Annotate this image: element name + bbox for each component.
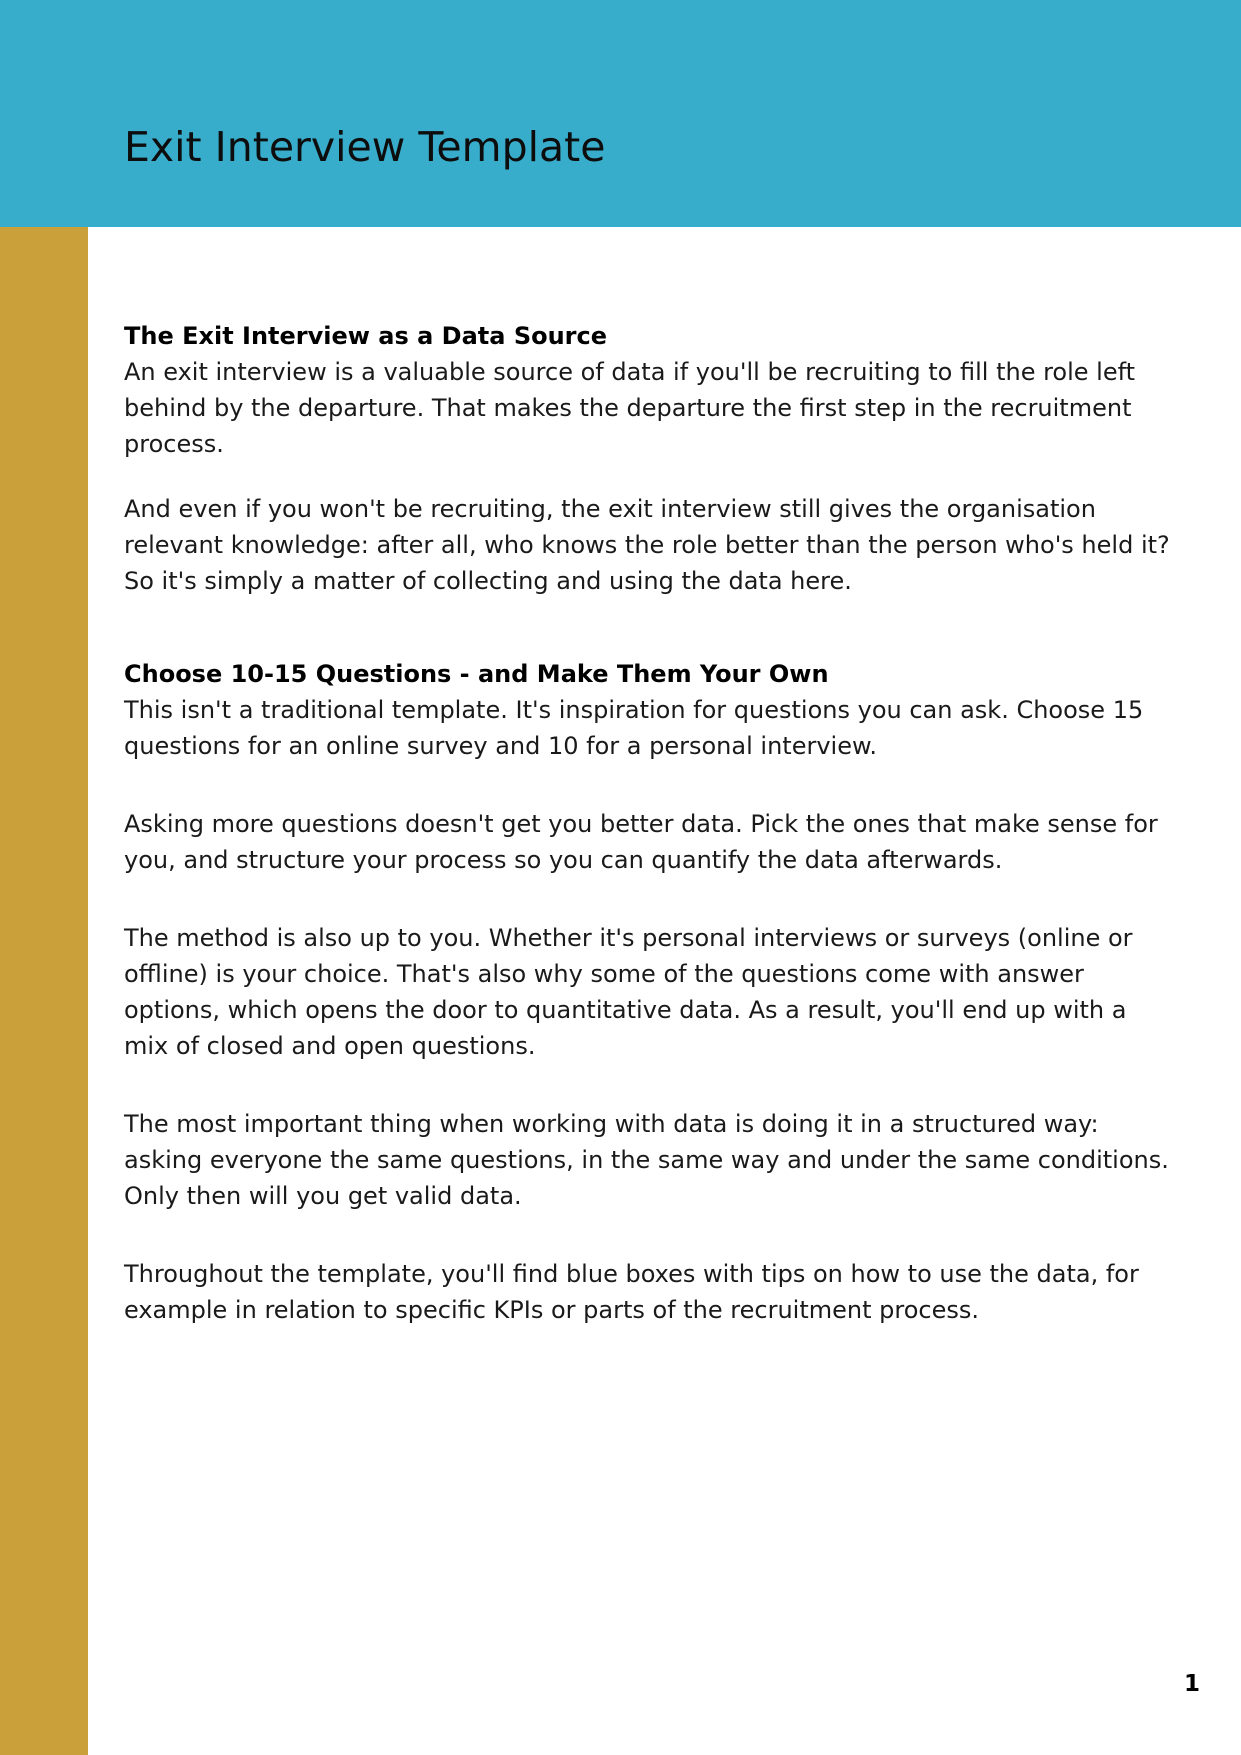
paragraph: This isn't a traditional template. It's inspiration for questions you can ask. Choose 15 questions for an online survey and 10 for a personal interview. <box>124 696 1144 760</box>
side-accent-band <box>0 227 88 1755</box>
document-body <box>124 318 1174 1328</box>
paragraph: Asking more questions doesn't get you better data. Pick the ones that make sense for you, and structure your process so you can quantify the data afterwards. <box>124 810 1158 874</box>
header-band <box>0 0 1241 227</box>
page-title: Exit Interview Template <box>124 123 606 171</box>
paragraph: The method is also up to you. Whether it's personal interviews or surveys (online or offline) is your choice. That's also why some of the questions come with answer options, which opens the door to quantitative data. As a result, you'll end up with a mix of closed and open questions. <box>124 924 1133 1060</box>
paragraph: An exit interview is a valuable source of data if you'll be recruiting to fill the role left behind by the departure. That makes the departure the first step in the recruitment process. <box>124 358 1136 458</box>
page-number: 1 <box>1183 1671 1200 1697</box>
section-heading-data-source: The Exit Interview as a Data Source <box>124 322 608 350</box>
paragraph: Throughout the template, you'll find blue boxes with tips on how to use the data, for example in relation to specific KPIs or parts of the recruitment process. <box>124 1260 1139 1324</box>
paragraph: The most important thing when working with data is doing it in a structured way: asking everyone the same questions, in the same way and under the same conditions. Only then will you get valid data. <box>124 1110 1169 1210</box>
section-heading-choose-questions: Choose 10-15 Questions - and Make Them Your Own <box>124 660 829 688</box>
paragraph: And even if you won't be recruiting, the exit interview still gives the organisation relevant knowledge: after all, who knows the role better than the person who's held it? So it's simply a matter of collecting and using the data here. <box>124 495 1170 595</box>
